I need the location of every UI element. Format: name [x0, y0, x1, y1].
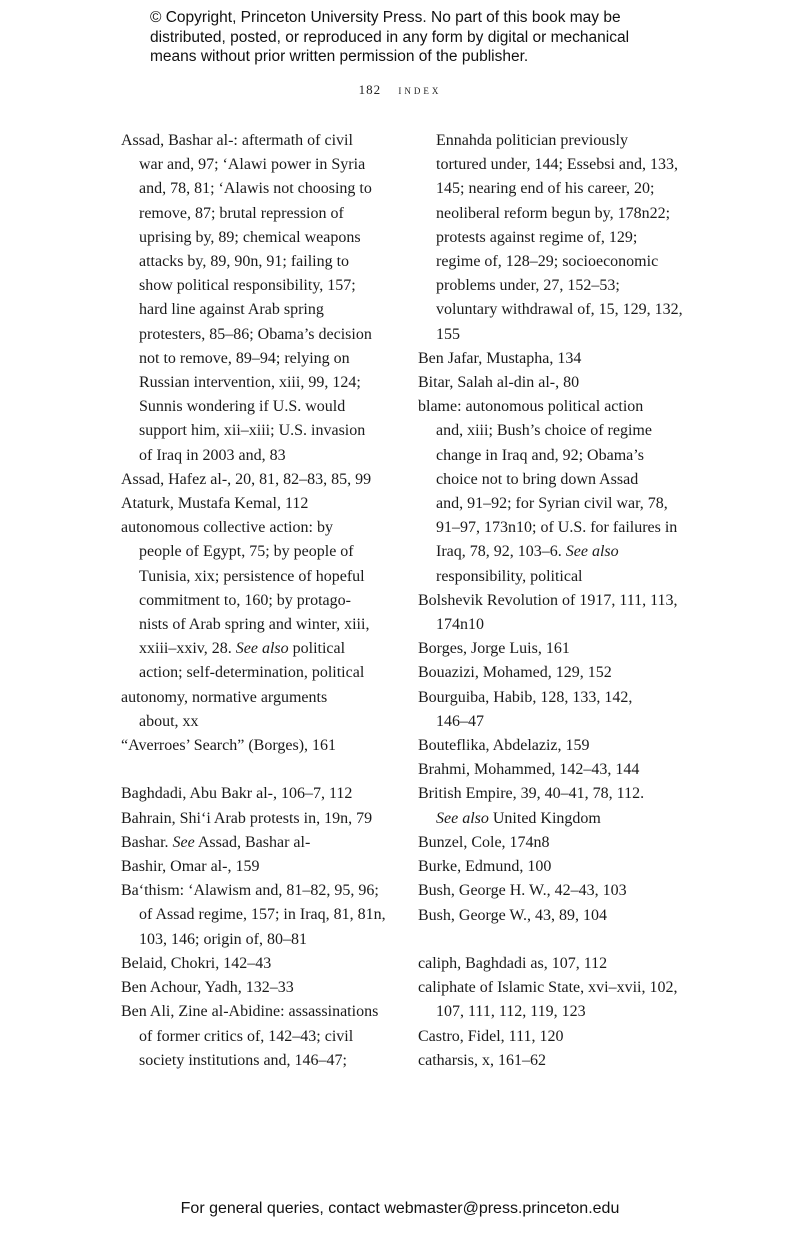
index-entry-line: uprising by, 89; chemical weapons — [139, 228, 361, 246]
index-entry-line: nists of Arab spring and winter, xiii, — [139, 616, 370, 634]
index-entry — [121, 879, 391, 952]
index-entry-line: British Empire, 39, 40–41, 78, 112. — [418, 785, 645, 803]
index-entry-line: and, 78, 81; ‘Alawis not choosing to — [139, 180, 372, 198]
index-entry — [418, 758, 688, 782]
index-entry-line: of Assad regime, 157; in Iraq, 81, 81n, — [139, 906, 386, 924]
index-entry-line: Bolshevik Revolution of 1917, 111, 113, — [418, 591, 678, 609]
index-entry-line: and, 91–92; for Syrian civil war, 78, — [436, 495, 668, 513]
index-entry — [418, 347, 688, 371]
page-number: 182 — [358, 82, 382, 97]
index-entry-line: change in Iraq and, 92; Obama’s — [436, 446, 644, 464]
index-entry-line: Tunisia, xix; persistence of hopeful — [139, 567, 365, 585]
index-entry-line: about, xx — [139, 712, 199, 730]
index-entry-line: remove, 87; brutal repression of — [139, 204, 344, 222]
copyright-line: © Copyright, Princeton University Press. No part of this book may be — [150, 9, 621, 26]
index-entry-line: problems under, 27, 152–53; — [436, 277, 620, 295]
index-entry-line: neoliberal reform begun by, 178n22; — [436, 204, 671, 222]
index-entry — [121, 782, 391, 806]
index-entry — [121, 952, 391, 976]
index-entry-line: xxiii–xxiv, 28. See also political — [139, 640, 346, 658]
index-entry — [121, 129, 391, 468]
index-entry-line: autonomy, normative arguments — [121, 688, 328, 706]
index-entry-line: people of Egypt, 75; by people of — [139, 543, 354, 561]
index-entry — [418, 952, 688, 976]
index-entry — [418, 1025, 688, 1049]
index-entry-line: Ben Jafar, Mustapha, 134 — [418, 349, 582, 367]
index-entry-line: 146–47 — [436, 712, 484, 730]
section-title: index — [398, 82, 442, 97]
index-entry-line: voluntary withdrawal of, 15, 129, 132, — [436, 301, 683, 319]
index-entry-line: and, xiii; Bush’s choice of regime — [436, 422, 652, 440]
index-entry — [121, 492, 391, 516]
index-entry-line: “Averroes’ Search” (Borges), 161 — [121, 737, 337, 755]
index-entry-line: show political responsibility, 157; — [139, 277, 356, 295]
index-entry-line: 91–97, 173n10; of U.S. for failures in — [436, 519, 678, 537]
index-entry-line: Ben Ali, Zine al-Abidine: assassinations — [121, 1003, 379, 1021]
letter-group-gap — [121, 758, 391, 782]
index-entry-line: Ben Achour, Yadh, 132–33 — [121, 979, 294, 997]
index-entry — [418, 904, 688, 928]
copyright-line: distributed, posted, or reproduced in any form by digital or mechanical — [150, 28, 630, 46]
index-entry-line: support him, xii–xiii; U.S. invasion — [139, 422, 366, 440]
index-entry-line: action; self-determination, political — [139, 664, 365, 682]
index-entry-line: Baghdadi, Abu Bakr al-, 106–7, 112 — [121, 785, 353, 803]
index-entry-line: Ennahda politician previously — [436, 132, 628, 149]
copyright-notice — [150, 8, 710, 67]
index-entry — [121, 686, 391, 734]
index-entry-line: commitment to, 160; by protago- — [139, 591, 351, 609]
index-entry-line: Belaid, Chokri, 142–43 — [121, 954, 272, 972]
index-entry-line: choice not to bring down Assad — [436, 470, 639, 488]
index-entry — [121, 855, 391, 879]
letter-group-gap — [418, 928, 688, 952]
index-entry — [418, 734, 688, 758]
index-entry-line: Sunnis wondering if U.S. would — [139, 398, 346, 416]
index-entry-line: society institutions and, 146–47; — [139, 1051, 347, 1069]
index-entry-line: Bashir, Omar al-, 159 — [121, 858, 260, 876]
index-entry-line: protesters, 85–86; Obama’s decision — [139, 325, 372, 343]
index-entry-line: Assad, Hafez al-, 20, 81, 82–83, 85, 99 — [121, 470, 372, 488]
index-entry — [418, 661, 688, 685]
index-entry-line: autonomous collective action: by — [121, 519, 333, 537]
index-entry-line: protests against regime of, 129; — [436, 228, 638, 246]
index-entry — [121, 1000, 391, 1073]
index-entry-line: Iraq, 78, 92, 103–6. See also — [436, 543, 619, 561]
index-entry-line: Bouteflika, Abdelaziz, 159 — [418, 737, 590, 755]
index-entry — [121, 976, 391, 1000]
index-entry — [121, 516, 391, 685]
index-entry-line: Bunzel, Cole, 174n8 — [418, 833, 550, 851]
index-column-right — [418, 129, 688, 1073]
index-entry — [121, 734, 391, 758]
copyright-line: means without prior written permission of the publisher. — [150, 48, 529, 65]
index-entry-line: war and, 97; ‘Alawi power in Syria — [139, 156, 366, 174]
index-entry — [418, 976, 688, 1024]
index-entry-line: Ba‘thism: ‘Alawism and, 81–82, 95, 96; — [121, 882, 379, 900]
index-entry-line: not to remove, 89–94; relying on — [139, 349, 350, 367]
index-entry-line: Castro, Fidel, 111, 120 — [418, 1027, 564, 1045]
index-entry — [418, 686, 688, 734]
index-entry-line: Bourguiba, Habib, 128, 133, 142, — [418, 688, 633, 706]
index-entry — [418, 831, 688, 855]
index-entry-line: Bahrain, Shi‘i Arab protests in, 19n, 79 — [121, 809, 373, 827]
index-entry — [418, 371, 688, 395]
index-entry-line: attacks by, 89, 90n, 91; failing to — [139, 253, 350, 271]
index-entry — [121, 807, 391, 831]
index-entry-line: See also United Kingdom — [436, 809, 601, 827]
index-entry — [121, 468, 391, 492]
index-entry-line: Bitar, Salah al-din al-, 80 — [418, 374, 580, 392]
index-entry-line: Bush, George W., 43, 89, 104 — [418, 906, 608, 924]
index-entry-line: caliphate of Islamic State, xvi–xvii, 102, — [418, 979, 678, 997]
index-entry-line: caliph, Baghdadi as, 107, 112 — [418, 954, 608, 972]
index-entry-line: Bush, George H. W., 42–43, 103 — [418, 882, 627, 900]
index-entry — [418, 879, 688, 903]
index-entry-line: Burke, Edmund, 100 — [418, 858, 552, 876]
index-entry-line: 145; nearing end of his career, 20; — [436, 180, 655, 198]
index-entry — [418, 395, 688, 589]
index-entry-line: Bashar. See Assad, Bashar al- — [121, 833, 311, 851]
index-entry-line: Borges, Jorge Luis, 161 — [418, 640, 570, 658]
index-entry — [418, 589, 688, 637]
index-column-left — [121, 129, 391, 1073]
index-entry — [418, 1049, 688, 1073]
index-entry-line: catharsis, x, 161–62 — [418, 1051, 546, 1069]
index-entry-line: Assad, Bashar al-: aftermath of civil — [121, 132, 353, 149]
index-entry — [418, 129, 688, 347]
index-entry — [418, 637, 688, 661]
index-entry-line: Ataturk, Mustafa Kemal, 112 — [121, 495, 309, 513]
index-entry-line: 174n10 — [436, 616, 484, 634]
index-entry — [418, 855, 688, 879]
index-entry-line: hard line against Arab spring — [139, 301, 324, 319]
footer-contact: For general queries, contact webmaster@press.princeton.edu — [180, 1200, 620, 1217]
index-entry-line: Russian intervention, xiii, 99, 124; — [139, 374, 361, 392]
index-entry-line: 107, 111, 112, 119, 123 — [436, 1003, 586, 1021]
index-entry-line: Bouazizi, Mohamed, 129, 152 — [418, 664, 612, 682]
index-entry-line: tortured under, 144; Essebsi and, 133, — [436, 156, 678, 174]
index-entry-line: 103, 146; origin of, 80–81 — [139, 930, 307, 948]
index-entry-line: Brahmi, Mohammed, 142–43, 144 — [418, 761, 640, 779]
index-entry — [121, 831, 391, 855]
index-entry-line: 155 — [436, 325, 460, 343]
index-entry-line: of Iraq in 2003 and, 83 — [139, 446, 286, 464]
index-entry-line: of former critics of, 142–43; civil — [139, 1027, 354, 1045]
running-head — [0, 82, 800, 98]
index-entry-line: regime of, 128–29; socioeconomic — [436, 253, 659, 271]
index-entry-line: responsibility, political — [436, 567, 583, 585]
index-entry — [418, 782, 688, 830]
index-entry-line: blame: autonomous political action — [418, 398, 644, 416]
